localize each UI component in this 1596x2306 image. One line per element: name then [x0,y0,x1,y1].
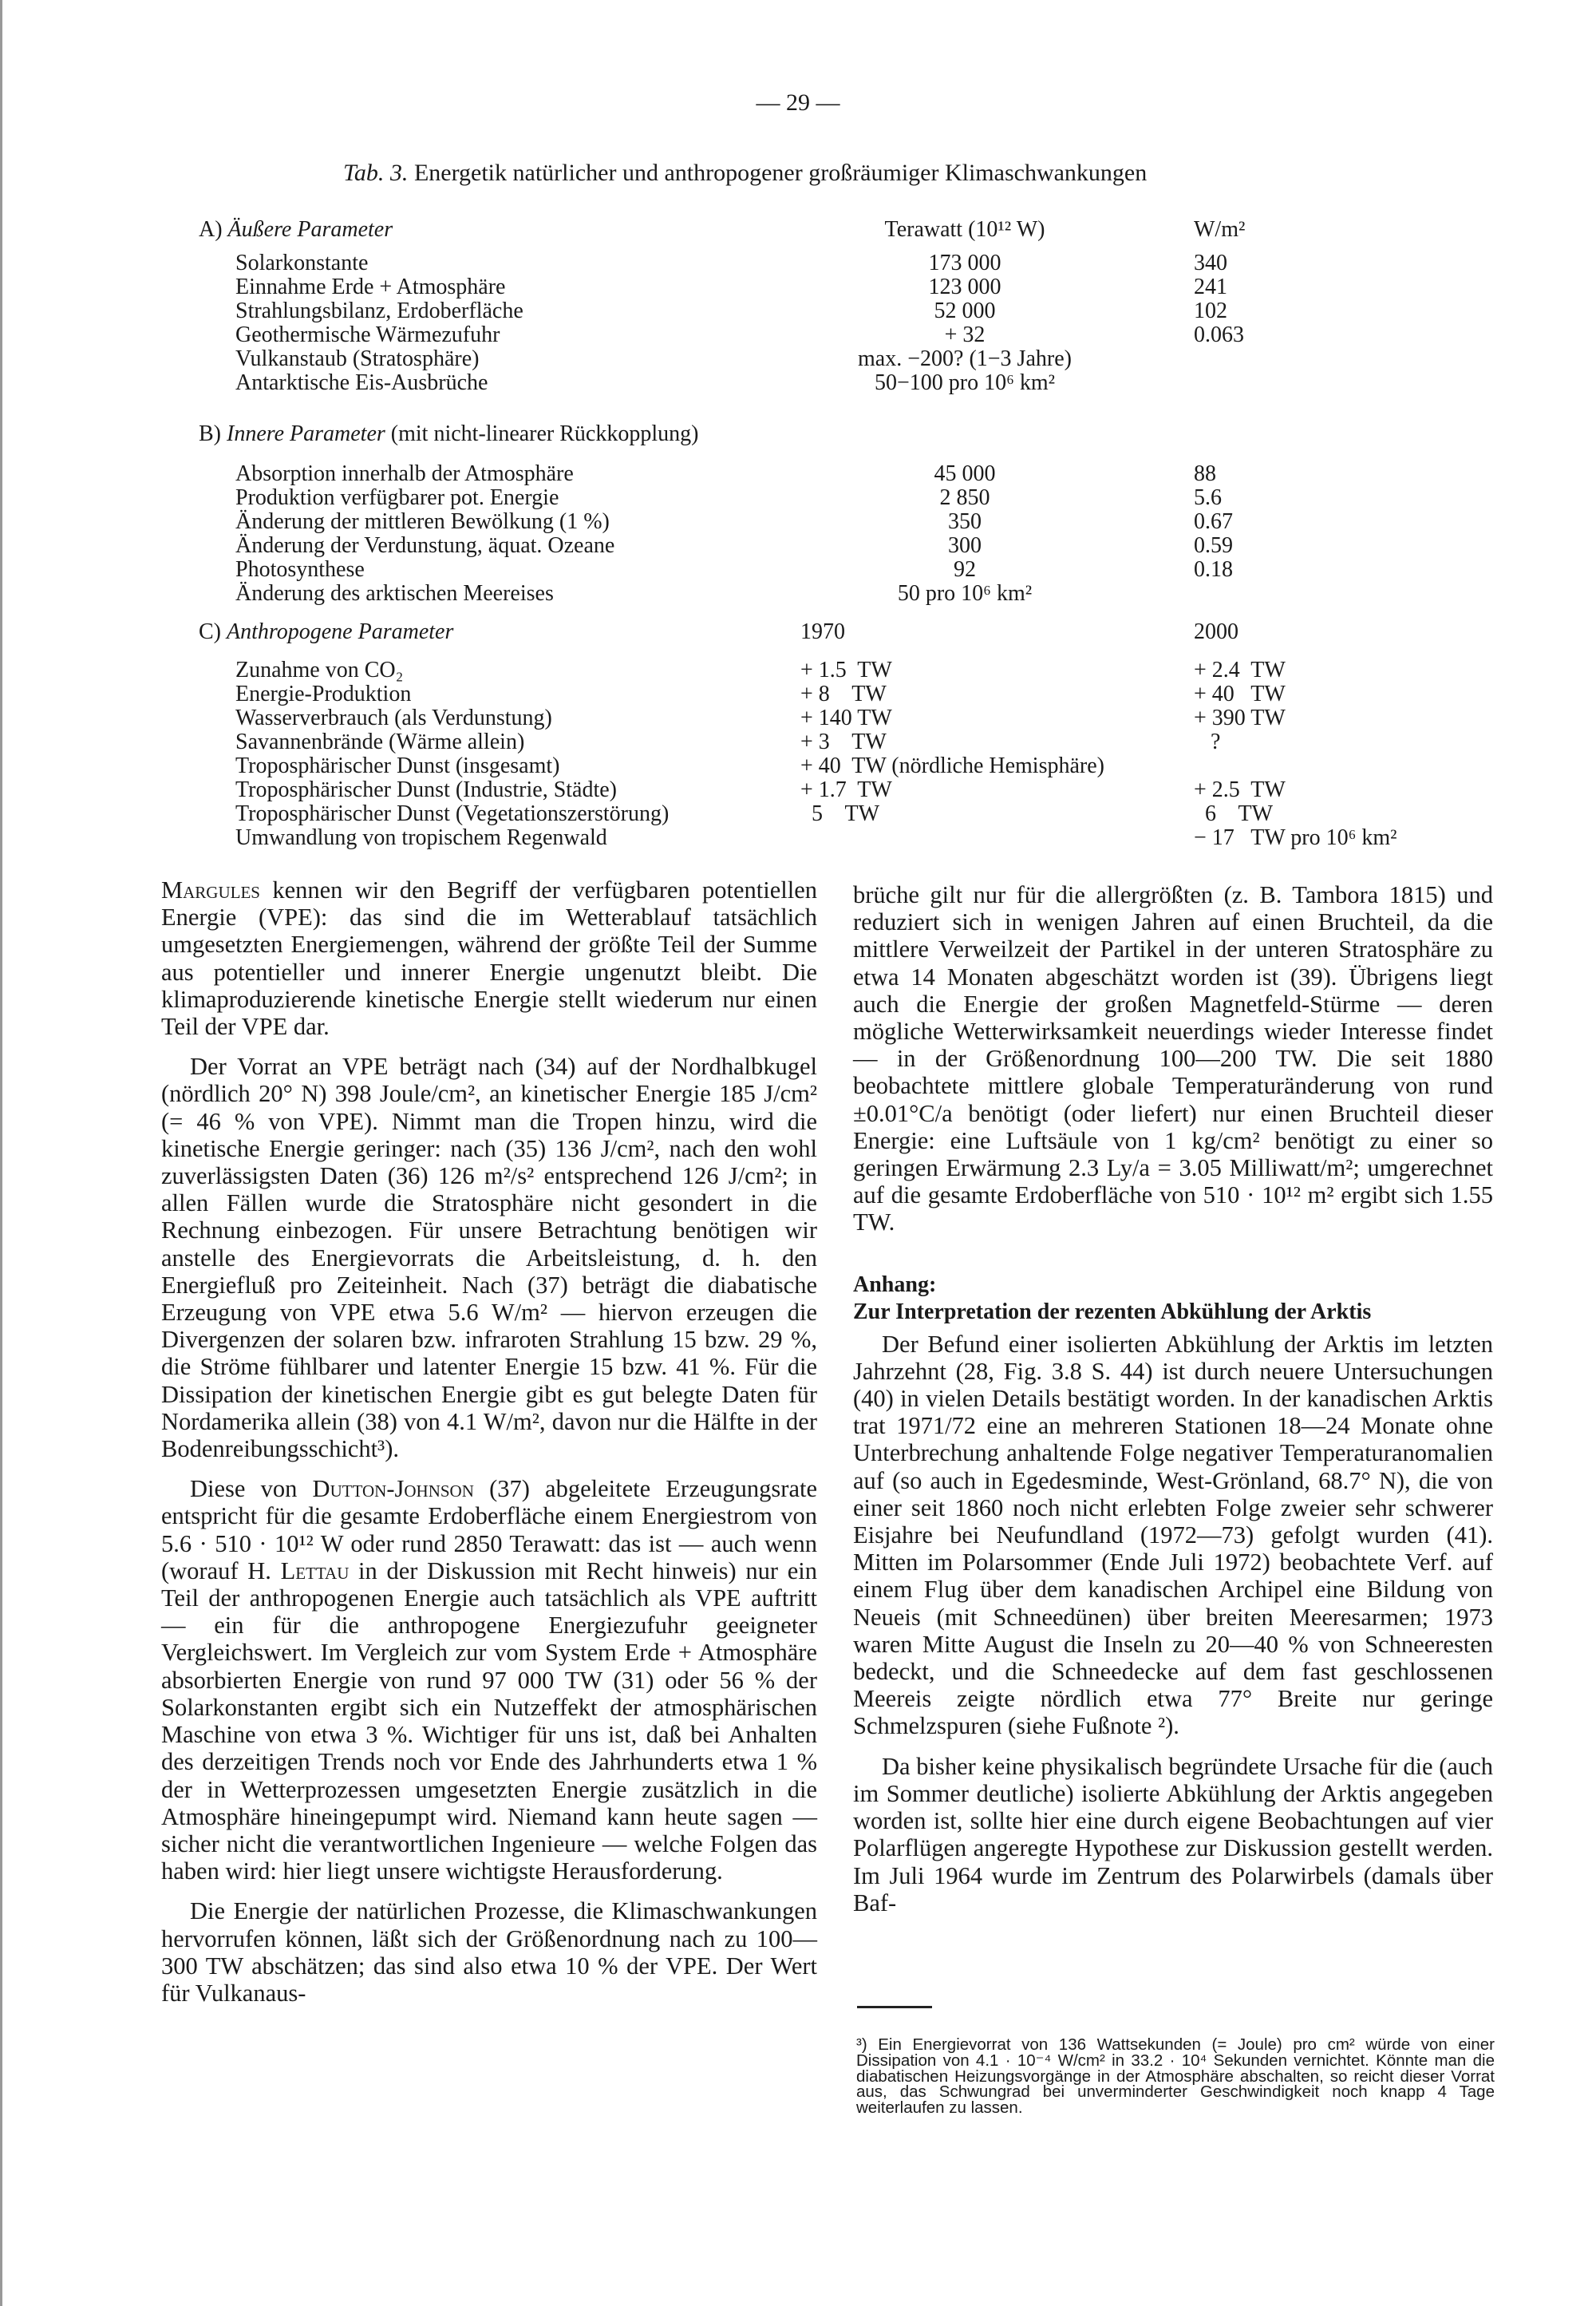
section-title: Äußere Parameter [227,217,393,242]
section-heading [199,421,698,447]
row-value-1: 2 850 [939,485,990,510]
table-row [199,730,1507,754]
section-heading [199,619,453,645]
paragraph: Die Energie der natürlichen Prozesse, die Klimaschwankungen hervorrufen können, läßt sich der Größenordnung nach zu 100—300 TW abschätzen; das sind also etwa 10 % der VPE. Der Wert für Vulkanaus- [161,1897,817,2007]
paragraph-text: kennen wir den Begriff der verfügbaren potentiellen Energie (VPE): das sind die im Wetterablauf tatsächlich umgesetzten Energiemengen, während der größte Teil der Summe aus potentieller und innerer Energie ungenutzt bleibt. Die klimaproduzierende kinetische Energie stellt wiederum nur einen Teil der VPE dar. [161,876,817,1041]
row-value-1: 173 000 [928,251,1001,275]
row-label: Wasserverbrauch (als Verdunstung) [235,706,552,730]
column-header: 2000 [1194,619,1238,644]
row-label: Absorption innerhalb der Atmosphäre [235,461,574,486]
section-title: Innere Parameter [227,421,385,446]
row-value-2: 0.063 [1194,322,1244,347]
row-value-1: 300 [948,533,982,558]
section-header [199,217,1507,251]
paragraph: brüche gilt nur für die allergrößten (z. B. Tambora 1815) und reduziert sich in wenigen Jahren auf einen Bruchteil, da die mittlere Verweilzeit der Partikel in der unteren Stratosphäre zu etwa 14 Monaten abgeschätzt worden ist (39). Übrigens liegt auch die Energie der großen Magnetfeld-Stürme — deren mögliche Wetterwirksamkeit neuerdings wieder Interesse findet — in der Größenordnung 100—200 TW. Die seit 1880 beobachtete mittlere globale Temperaturänderung von rund ±0.01°C/a benötigt (oder liefert) nur einen Bruchteil dieser Energie: eine Luftsäule von 1 kg/cm² benötigt zu einer so geringen Erwärmung 2.3 Ly/a = 3.05 Milliwatt/m²; umgerechnet auf die gesamte Erdoberfläche von 510 · 10¹² m² ergibt sich 1.55 TW. [853,881,1493,1236]
row-label: Troposphärischer Dunst (insgesamt) [235,754,560,778]
row-value-1: 52 000 [934,299,996,323]
paragraph: Der Vorrat an VPE beträgt nach (34) auf der Nordhalbkugel (nördlich 20° N) 398 Joule/cm², an kinetischer Energie 185 J/cm² (= 46 % von VPE). Nimmt man die Tropen hinzu, wird die kinetische Energie geringer: nach (35) 136 J/cm², nach den wohl zuverlässigsten Daten (36) 126 m²/s² entsprechend 126 J/cm²; in allen Fällen wurde die Stratosphäre nicht gesondert in die Rechnung einbezogen. Für unsere Betrachtung benötigen wir anstelle des Energievorrats die Arbeitsleistung, d. h. den Energiefluß pro Zeiteinheit. Nach (37) beträgt die diabatische Erzeugung von VPE etwa 5.6 W/m² — hiervon erzeugen die Divergenzen der solaren bzw. infraroten Strahlung 15 bzw. 29 %, die Ströme fühlbarer und latenter Energie 15 bzw. 41 %. Für die Dissipation der kinetischen Energie gibt es gut belegte Daten für Nordamerika allein (38) von 4.1 W/m², davon nur die Hälfte in der Bodenreibungsschicht³). [161,1053,817,1463]
row-value-2: 0.67 [1194,509,1233,534]
row-value-1: + 8 TW [800,682,887,706]
table-row [199,706,1507,730]
section-letter: C) [199,619,221,644]
row-label: Änderung des arktischen Meereises [235,581,554,606]
author-name: Margules [161,876,260,904]
table-row [199,370,1507,394]
table-section [199,421,1507,605]
paragraph-text: in der Diskussion mit Recht hinweis) nur ein Teil der anthropogenen Energie auch tatsächlich als VPE auftritt — ein für die anthropogene Energiezufuhr geeigneter Vergleichswert. Im Vergleich zur vom System Erde + Atmosphäre absorbierten Energie von rund 97 000 TW (31) oder 56 % der Solarkonstanten ergibt sich ein Nutzeffekt der atmosphärischen Maschine von etwa 3 %. Wichtiger für uns ist, daß bei Anhalten des derzeitigen Trends noch vor Ende des Jahrhunderts etwa 1 % der in Wetterprozessen umgesetzten Energie zusätzlich in die Atmosphäre hineingepumpt wird. Niemand kann heute sagen — sicher nicht die verantwortlichen Ingenieure — welche Folgen das haben wird: hier liegt unsere wichtigste Herausforderung. [161,1556,817,1885]
row-label: Strahlungsbilanz, Erdoberfläche [235,299,523,323]
table-row [199,581,1507,605]
column-header: W/m² [1194,217,1246,242]
table-row [199,322,1507,346]
table-row [199,682,1507,706]
row-value-2: ? [1194,730,1221,754]
row-value-1: + 32 [944,322,986,347]
table-title [343,160,1147,187]
footnote: ³) Ein Energievorrat von 136 Wattsekunden (= Joule) pro cm² würde von einer Dissipation von 4.1 · 10⁻⁴ W/cm² in 33.2 · 10⁴ Sekunden vernichtet. Könnte man die diabatischen Heizungsvorgänge in der Atmosphäre abschalten, so reicht dieser Vorrat aus, das Schwungrad bei unverminderter Geschwindigkeit noch knapp 4 Tage weiterlaufen zu lassen. [856,2035,1495,2118]
row-label: Geothermische Wärmezufuhr [235,322,500,347]
row-value-2: + 390 TW [1194,706,1286,730]
appendix-label: Anhang: [853,1272,937,1297]
row-value-1: 350 [948,509,982,534]
scan-edge [0,0,2,2306]
author-name: Dutton-Johnson [312,1475,474,1503]
table-row [199,275,1507,299]
row-value-2: 0.18 [1194,557,1233,582]
table-row [199,754,1507,777]
table-row [199,825,1507,849]
section-title: Anthropogene Parameter [227,619,454,644]
left-column [161,876,817,2007]
row-label: Troposphärischer Dunst (Industrie, Städte) [235,777,618,802]
row-value-1: 45 000 [934,461,996,486]
table-row [199,346,1507,370]
section-letter: A) [199,217,223,242]
row-value-1: + 3 TW [800,730,887,754]
row-value-2: 241 [1194,275,1227,299]
row-value-2: 0.59 [1194,533,1233,558]
row-value-1: + 1.7 TW [800,777,892,802]
table-number: Tab. 3. [343,160,409,186]
paragraph-text: Diese von [190,1475,313,1503]
row-label: Zunahme von CO₂ [235,658,404,682]
row-label: Produktion verfügbarer pot. Energie [235,485,559,510]
table-row [199,777,1507,801]
row-label: Antarktische Eis-Ausbrüche [235,370,488,395]
paragraph [161,876,817,1040]
author-name: Lettau [280,1556,350,1584]
row-value-1: 92 [954,557,976,582]
row-value-1: 123 000 [928,275,1001,299]
paragraph-text: (37) abgeleitete Erzeugungsrate entspricht für die gesamte Erdoberfläche einem Energiestrom von 5.6 · 510 · 10¹² W oder rund 2850 Terawatt: das ist — auch wenn (worauf H. [161,1475,817,1584]
row-value-2: + 2.4 TW [1194,658,1286,682]
table-row [199,485,1507,509]
right-column [853,881,1493,1916]
row-value-1: max. −200? (1−3 Jahre) [858,346,1072,371]
column-header: 1970 [800,619,845,644]
row-label: Einnahme Erde + Atmosphäre [235,275,506,299]
table-section [199,619,1507,849]
page-number: — 29 — [756,89,840,116]
paragraph: Da bisher keine physikalisch begründete Ursache für die (auch im Sommer deutliche) isolierte Abkühlung der Arktis angegeben worden ist, sollte hier eine durch eigene Beobachtungen auf vier Polarflügen angeregte Hypothese zur Diskussion gestellt werden. Im Juli 1964 wurde im Zentrum des Polarwirbels (damals über Baf- [853,1752,1493,1916]
table-caption: Energetik natürlicher und anthropogener großräumiger Klimaschwankungen [413,160,1148,186]
row-value-2: 340 [1194,251,1227,275]
table-row [199,461,1507,485]
section-letter: B) [199,421,221,446]
row-value-1: + 1.5 TW [800,658,892,682]
appendix-title: Zur Interpretation der rezenten Abkühlung der Arktis [853,1299,1372,1324]
row-value-1: 50 pro 10⁶ km² [897,581,1033,606]
table-row [199,251,1507,275]
table-row [199,299,1507,322]
table-row [199,533,1507,557]
row-value-2: 5.6 [1194,485,1222,510]
row-value-2: 88 [1194,461,1216,486]
section-header [199,619,1507,658]
section-heading [199,217,393,243]
table-row [199,557,1507,581]
table-row [199,509,1507,533]
section-header [199,421,1507,461]
row-value-1: + 40 TW (nördliche Hemisphäre) [800,754,1104,778]
row-value-2: + 2.5 TW [1194,777,1286,802]
row-value-2: + 40 TW [1194,682,1286,706]
paragraph [161,1475,817,1885]
row-value-1: + 140 TW [800,706,892,730]
row-label: Umwandlung von tropischem Regenwald [235,825,607,850]
row-value-2: 102 [1194,299,1227,323]
row-value-1: 50−100 pro 10⁶ km² [874,370,1056,395]
row-label: Änderung der mittleren Bewölkung (1 %) [235,509,610,534]
section-note: (mit nicht-linearer Rückkopplung) [390,421,699,446]
paragraph: Der Befund einer isolierten Abkühlung der Arktis im letzten Jahrzehnt (28, Fig. 3.8 S. 44) ist durch neuere Untersuchungen (40) in vielen Details bestätigt worden. In der kanadischen Arktis trat 1971/72 eine an mehreren Stationen 18—24 Monate ohne Unterbrechung anhaltende Folge negativer Temperaturanomalien auf (so auch in Egedesminde, West-Grönland, 68.7° N), die von einer seit 1860 noch nicht erlebten Folge zweier sehr schwerer Eisjahre bei Neufundland (1972—73) gefolgt wurden (41). Mitten im Polarsommer (Ende Juli 1972) beobachtete Verf. auf einem Flug über dem kanadischen Archipel eine Bildung von Neueis (mit Schneedünen) über breiten Meeresarmen; 1973 waren Mitte August die Inseln zu 20—40 % von Schneeresten bedeckt, und die Schneedecke auf dem fast geschlossenen Meereis zeigte nördlich etwa 77° Breite nur geringe Schmelzspuren (siehe Fußnote ²). [853,1330,1493,1740]
table-section [199,217,1507,394]
row-value-1: 5 TW [800,801,880,826]
column-header: Terawatt (10¹² W) [884,217,1045,242]
row-label: Troposphärischer Dunst (Vegetationszerstörung) [235,801,670,826]
row-label: Savannenbrände (Wärme allein) [235,730,525,754]
footnote-divider [857,2006,932,2008]
row-label: Änderung der Verdunstung, äquat. Ozeane [235,533,615,558]
row-label: Energie-Produktion [235,682,412,706]
table-row [199,801,1507,825]
row-value-2: 6 TW [1194,801,1274,826]
row-label: Solarkonstante [235,251,369,275]
row-value-2: − 17 TW pro 10⁶ km² [1194,825,1397,850]
table-row [199,658,1507,682]
row-label: Photosynthese [235,557,365,582]
row-label: Vulkanstaub (Stratosphäre) [235,346,480,371]
